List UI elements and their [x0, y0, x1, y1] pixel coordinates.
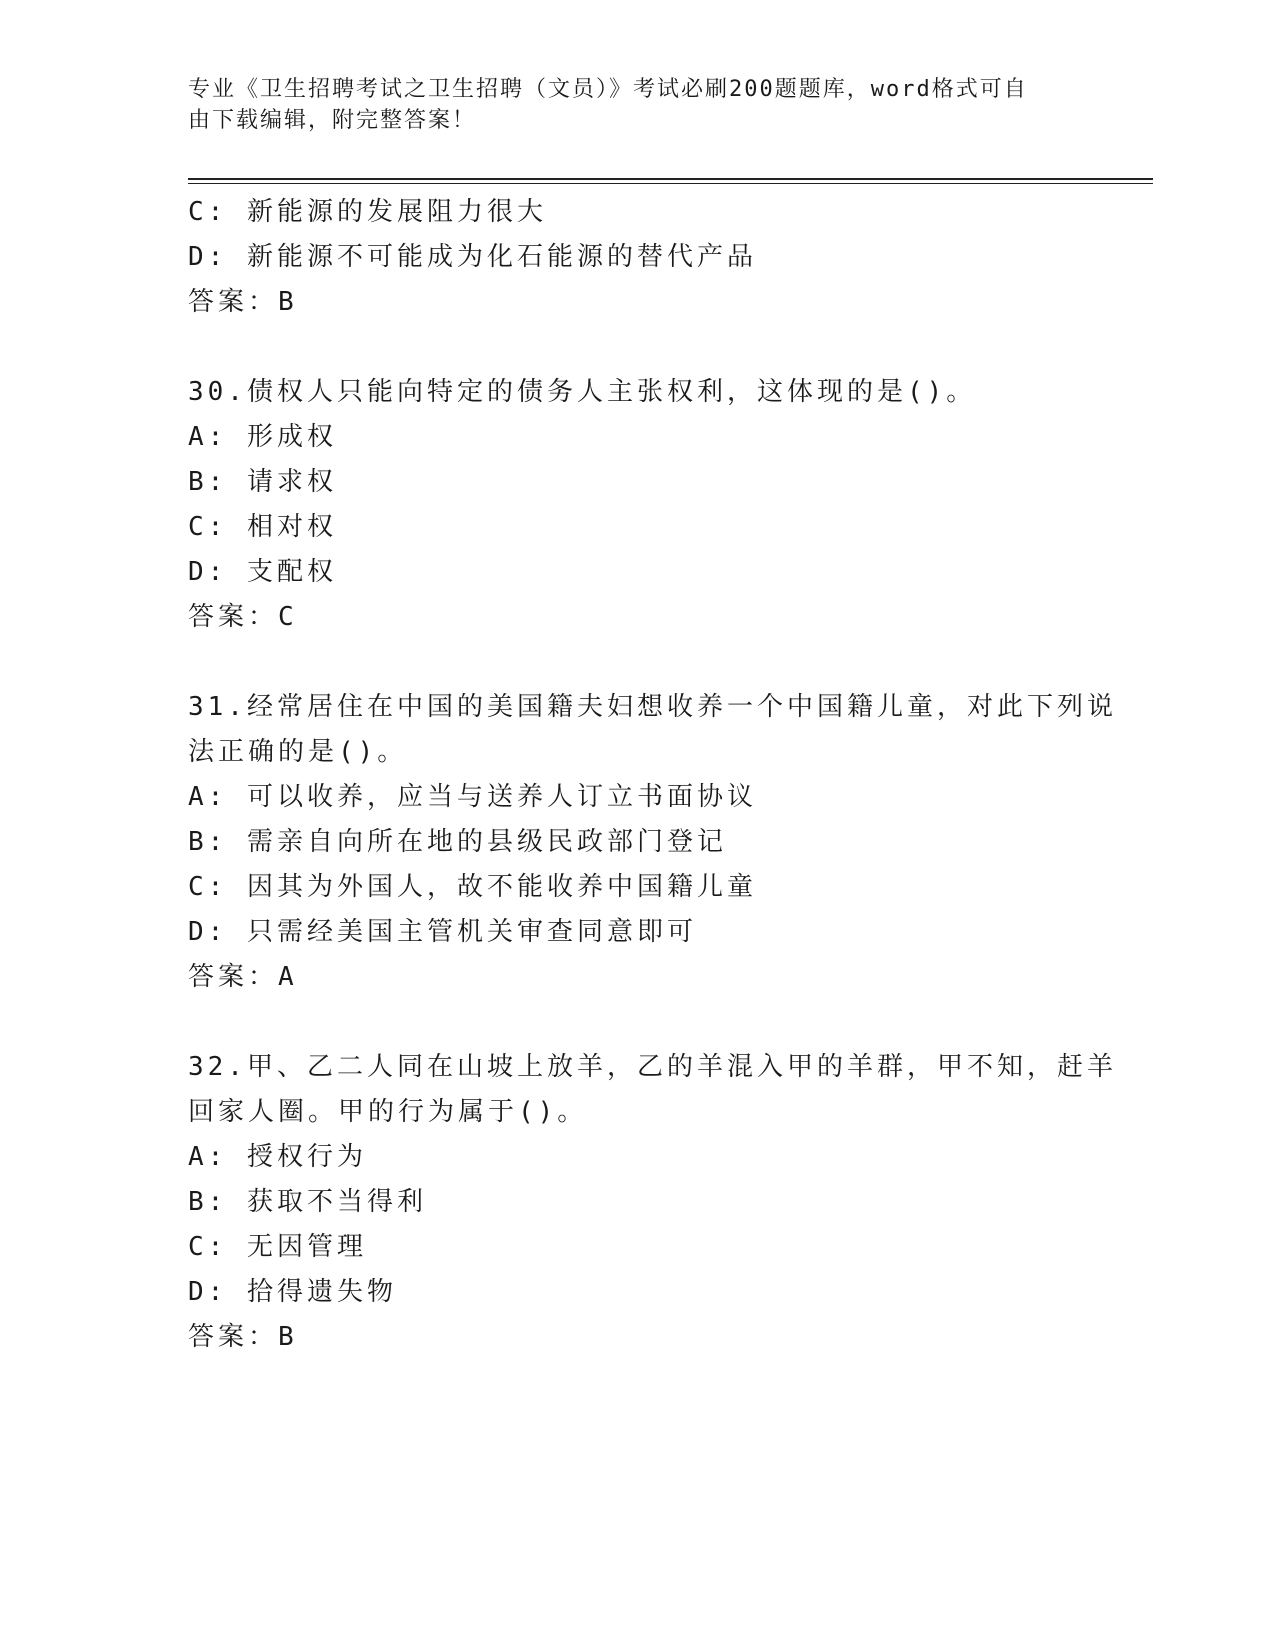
spacer: [188, 640, 1088, 685]
question-block: [188, 1045, 1117, 1360]
question-text: 32.甲、乙二人同在山坡上放羊，乙的羊混入甲的羊群，甲不知，赶羊: [188, 1052, 1117, 1082]
option-c: C: 相对权: [188, 512, 337, 542]
question-text-continued: 回家人圈。甲的行为属于()。: [188, 1097, 588, 1127]
option-d: D: 拾得遗失物: [188, 1277, 397, 1307]
question-text-continued: 法正确的是()。: [188, 737, 408, 767]
header-divider-thick: [188, 178, 1153, 180]
header-line-1: 专业《卫生招聘考试之卫生招聘（文员）》考试必刷200题题库，word格式可自: [188, 77, 1028, 102]
spacer: [188, 1000, 1088, 1045]
option-d: D: 只需经美国主管机关审查同意即可: [188, 917, 697, 947]
header-divider-thin: [188, 183, 1153, 184]
question-block: [188, 685, 1117, 1000]
option-a: A: 可以收养，应当与送养人订立书面协议: [188, 782, 757, 812]
option-d: D: 新能源不可能成为化石能源的替代产品: [188, 242, 757, 272]
option-a: A: 形成权: [188, 422, 337, 452]
option-a: A: 授权行为: [188, 1142, 367, 1172]
option-c: C: 因其为外国人，故不能收养中国籍儿童: [188, 872, 757, 902]
document-header: [188, 74, 1068, 136]
spacer: [188, 325, 1088, 370]
answer-line: 答案：B: [188, 287, 298, 317]
option-c: C: 新能源的发展阻力很大: [188, 197, 547, 227]
option-b: B: 请求权: [188, 467, 337, 497]
option-b: B: 需亲自向所在地的县级民政部门登记: [188, 827, 727, 857]
question-content: [188, 190, 1117, 1360]
question-text: 31.经常居住在中国的美国籍夫妇想收养一个中国籍儿童，对此下列说: [188, 692, 1117, 722]
question-block: [188, 370, 1088, 640]
header-line-2: 由下载编辑，附完整答案！: [188, 108, 477, 133]
answer-line: 答案：C: [188, 602, 298, 632]
option-d: D: 支配权: [188, 557, 337, 587]
question-text: 30.债权人只能向特定的债务人主张权利，这体现的是()。: [188, 377, 977, 407]
answer-line: 答案：A: [188, 962, 298, 992]
option-b: B: 获取不当得利: [188, 1187, 427, 1217]
option-c: C: 无因管理: [188, 1232, 367, 1262]
answer-line: 答案：B: [188, 1322, 298, 1352]
